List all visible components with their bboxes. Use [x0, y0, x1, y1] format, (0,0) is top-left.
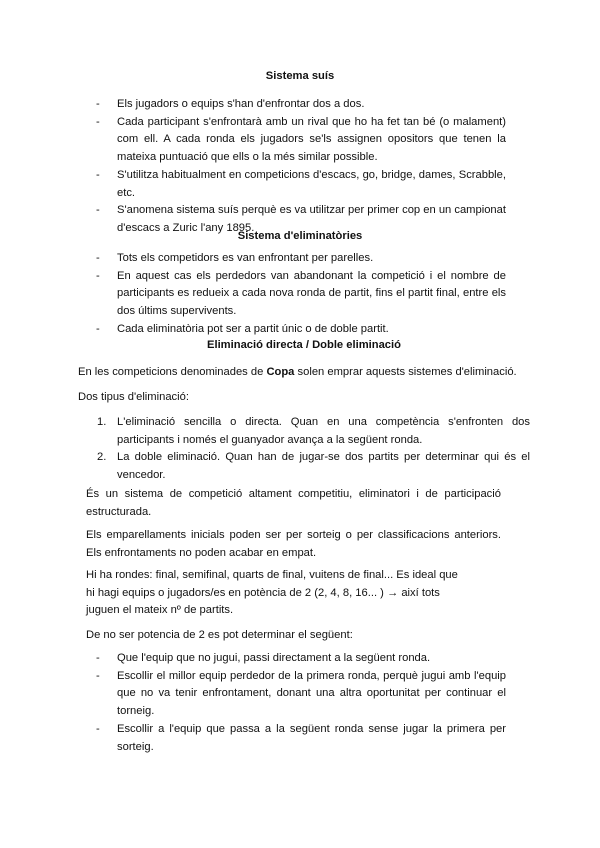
bullet-dash: - — [96, 98, 100, 110]
intro-paragraph: En les competicions denominades de Copa solen emprar aquests sistemes d'eliminació. — [78, 366, 517, 378]
bullet-dash: - — [96, 204, 100, 217]
paragraph-emparellaments: Els emparellaments inicials poden ser per sorteig o per classificacions anteriors. Els enfrontaments no poden acabar en empat. — [86, 529, 501, 559]
list-item: - Escollir a l'equip que passa a la següent ronda sense jugar la primera per sorteig. — [96, 722, 506, 753]
bullet-dash: - — [96, 722, 100, 735]
heading-sistema-eliminatories: Sistema d'eliminatòries — [237, 230, 363, 242]
copa-bold: Copa — [266, 366, 295, 378]
list-sistema-suis — [88, 96, 506, 238]
list-potencia — [88, 650, 506, 756]
list-item: - S'utilitza habitualment en competicions d'escacs, go, bridge, dames, Scrabble, etc. — [96, 168, 506, 199]
list-item: - Cada participant s'enfrontarà amb un rival que ho ha fet tan bé (o malament) com ell. A cada ronda els jugadors se'ls assignen opositors que tenen la mateixa puntuació que ells o la més similar possible. — [96, 115, 506, 164]
heading-sistema-suis: Sistema suís — [265, 70, 335, 82]
numbered-item: 2. La doble eliminació. Quan han de jugar-se dos partits per determinar qui és el vencedor. — [97, 451, 530, 482]
item-number: 1. — [97, 416, 107, 428]
list-item: - Tots els competidors es van enfrontant per parelles. — [88, 250, 506, 268]
item-number: 2. — [97, 451, 107, 464]
list-item: - S'anomena sistema suís perquè es va utilitzar per primer cop en un campionat d'escacs a Zuric l'any 1895. — [96, 204, 506, 234]
bullet-dash: - — [96, 252, 100, 264]
paragraph-potencia: De no ser potencia de 2 es pot determinar el següent: — [86, 629, 353, 641]
heading-eliminacio-directa: Eliminació directa / Doble eliminació — [207, 339, 401, 351]
list-item: - Els jugadors o equips s'han d'enfrontar dos a dos. — [88, 96, 506, 114]
list-item: - Que l'equip que no jugui, passi directament a la següent ronda. — [88, 650, 506, 668]
types-label: Dos tipus d'eliminació: — [78, 391, 189, 403]
paragraph-rondes: Hi ha rondes: final, semifinal, quarts de final, vuitens de final... Es ideal que hi hagi equips o jugadors/es en potència de 2 (2, 4, 8, 16... ) → així tots juguen el mateix nº de partits. — [86, 569, 458, 617]
paragraph-competitiu: És un sistema de competició altament competitiu, eliminatori i de participació estructurada. — [86, 488, 501, 518]
bullet-dash: - — [96, 652, 100, 664]
list-item: - Escollir el millor equip perdedor de la primera ronda, perquè jugui amb l'equip que no va tenir enfrontament, donant una altra oportunitat per continuar el torneig. — [96, 669, 506, 718]
bullet-dash: - — [96, 322, 100, 335]
bullet-dash: - — [96, 669, 100, 682]
numbered-list-eliminacio — [90, 414, 530, 485]
bullet-dash: - — [96, 115, 100, 128]
list-item: - Cada eliminatòria pot ser a partit únic o de doble partit. — [88, 321, 506, 339]
bullet-dash: - — [96, 168, 100, 181]
list-item: - En aquest cas els perdedors van abandonant la competició i el nombre de participants es redueix a cada nova ronda de partit, fins el partit final, entre els dos últims supervivents. — [96, 269, 506, 318]
numbered-item: 1. L'eliminació sencilla o directa. Quan en una competència s'enfronten dos participants i només el guanyador avança a la següent ronda. — [97, 416, 530, 446]
bullet-dash: - — [96, 269, 100, 282]
list-sistema-eliminatories — [88, 250, 506, 339]
